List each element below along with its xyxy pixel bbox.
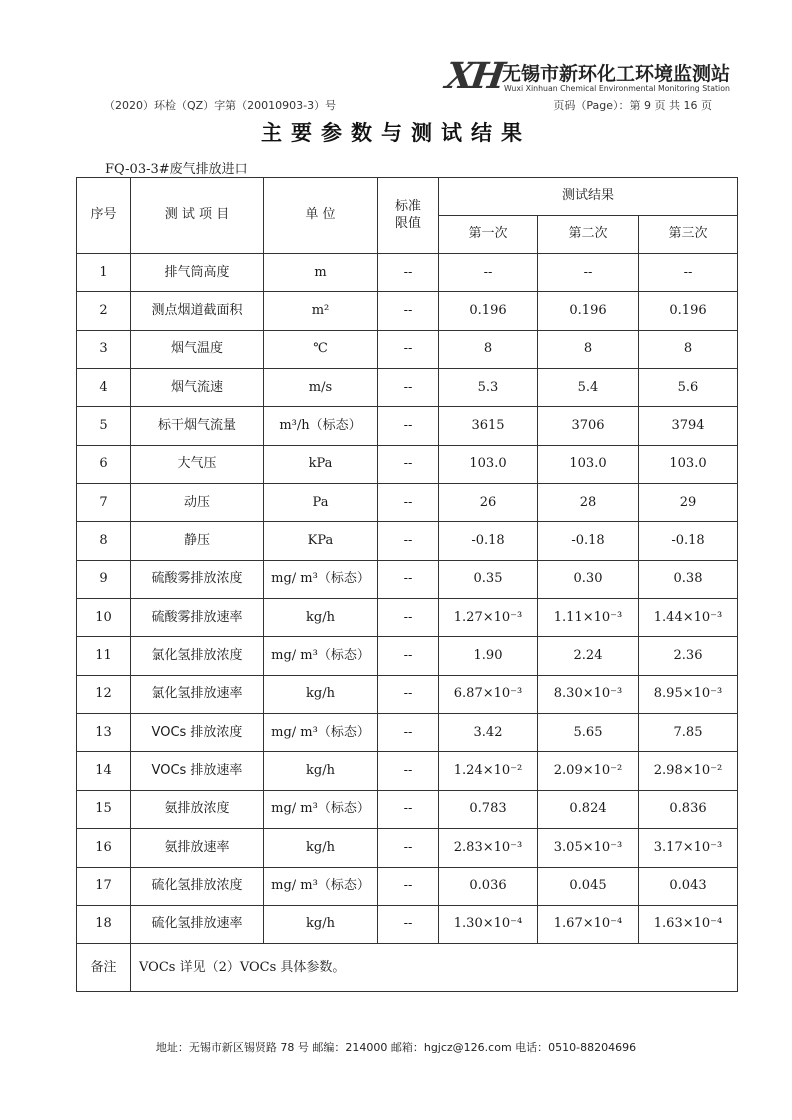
cell-item: 氨排放速率: [131, 829, 264, 867]
cell-unit: mg/ m³（标态）: [264, 867, 378, 905]
header-unit: 单 位: [264, 178, 378, 254]
logo-mark: XH: [443, 55, 505, 97]
table-row: [77, 599, 738, 637]
cell-run-2: 28: [538, 484, 639, 522]
cell-run-3: 2.36: [639, 637, 738, 675]
header-results: 测试结果: [439, 178, 738, 216]
cell-no: 6: [77, 445, 131, 483]
cell-no: 8: [77, 522, 131, 560]
cell-no: 2: [77, 292, 131, 330]
cell-run-1: 0.196: [439, 292, 538, 330]
cell-limit: --: [378, 867, 439, 905]
cell-no: 16: [77, 829, 131, 867]
cell-unit: kPa: [264, 445, 378, 483]
cell-run-2: 0.824: [538, 790, 639, 828]
cell-run-3: 3794: [639, 407, 738, 445]
cell-limit: --: [378, 752, 439, 790]
table-row: [77, 905, 738, 943]
cell-limit: --: [378, 560, 439, 598]
cell-item: 烟气流速: [131, 369, 264, 407]
cell-no: 5: [77, 407, 131, 445]
cell-run-1: 1.30×10⁻⁴: [439, 905, 538, 943]
cell-no: 11: [77, 637, 131, 675]
page-title: 主要参数与测试结果: [261, 121, 531, 145]
cell-run-3: 2.98×10⁻²: [639, 752, 738, 790]
cell-item: 测点烟道截面积: [131, 292, 264, 330]
cell-run-1: 3.42: [439, 714, 538, 752]
cell-unit: mg/ m³（标态）: [264, 714, 378, 752]
cell-unit: kg/h: [264, 675, 378, 713]
remark-label: 备注: [77, 944, 131, 992]
cell-run-3: 0.196: [639, 292, 738, 330]
cell-run-2: --: [538, 254, 639, 292]
cell-unit: ℃: [264, 330, 378, 368]
header-limit: 标准限值: [378, 178, 439, 254]
cell-item: 动压: [131, 484, 264, 522]
cell-unit: m: [264, 254, 378, 292]
cell-run-3: 0.38: [639, 560, 738, 598]
station-logo: [443, 55, 736, 99]
cell-unit: m/s: [264, 369, 378, 407]
cell-run-1: 0.35: [439, 560, 538, 598]
cell-run-1: --: [439, 254, 538, 292]
cell-item: 氯化氢排放浓度: [131, 637, 264, 675]
cell-run-3: 1.63×10⁻⁴: [639, 905, 738, 943]
cell-run-1: 0.036: [439, 867, 538, 905]
cell-limit: --: [378, 445, 439, 483]
cell-run-3: 1.44×10⁻³: [639, 599, 738, 637]
cell-run-2: 0.196: [538, 292, 639, 330]
cell-item: 大气压: [131, 445, 264, 483]
cell-unit: Pa: [264, 484, 378, 522]
cell-run-2: 5.4: [538, 369, 639, 407]
cell-item: 静压: [131, 522, 264, 560]
cell-limit: --: [378, 522, 439, 560]
cell-run-1: 6.87×10⁻³: [439, 675, 538, 713]
cell-run-1: -0.18: [439, 522, 538, 560]
table-row: [77, 790, 738, 828]
table-row: [77, 522, 738, 560]
cell-run-1: 5.3: [439, 369, 538, 407]
cell-run-2: 8.30×10⁻³: [538, 675, 639, 713]
header-item: 测 试 项 目: [131, 178, 264, 254]
header-run-1: 第一次: [439, 216, 538, 254]
cell-limit: --: [378, 714, 439, 752]
cell-no: 15: [77, 790, 131, 828]
cell-limit: --: [378, 637, 439, 675]
header-run-3: 第三次: [639, 216, 738, 254]
cell-run-1: 26: [439, 484, 538, 522]
page-number: 页码（Page）：第 9 页 共 16 页: [553, 99, 712, 112]
cell-run-2: 0.045: [538, 867, 639, 905]
cell-run-2: 103.0: [538, 445, 639, 483]
cell-run-3: 3.17×10⁻³: [639, 829, 738, 867]
results-table: [76, 177, 738, 992]
table-row: [77, 675, 738, 713]
table-caption: FQ-03-3#废气排放进口: [105, 162, 248, 177]
cell-unit: mg/ m³（标态）: [264, 637, 378, 675]
cell-run-1: 2.83×10⁻³: [439, 829, 538, 867]
cell-run-3: 0.043: [639, 867, 738, 905]
cell-limit: --: [378, 905, 439, 943]
cell-unit: KPa: [264, 522, 378, 560]
cell-no: 1: [77, 254, 131, 292]
cell-unit: mg/ m³（标态）: [264, 790, 378, 828]
cell-run-2: 1.11×10⁻³: [538, 599, 639, 637]
cell-run-2: 0.30: [538, 560, 639, 598]
table-row: [77, 330, 738, 368]
remark-row: [77, 944, 738, 992]
cell-item: 硫化氢排放浓度: [131, 867, 264, 905]
cell-run-2: 2.09×10⁻²: [538, 752, 639, 790]
table-row: [77, 445, 738, 483]
cell-run-2: 1.67×10⁻⁴: [538, 905, 639, 943]
cell-no: 4: [77, 369, 131, 407]
cell-item: 排气筒高度: [131, 254, 264, 292]
table-row: [77, 369, 738, 407]
cell-run-3: 103.0: [639, 445, 738, 483]
document-number: （2020）环检（QZ）字第（20010903-3）号: [104, 99, 337, 112]
cell-no: 17: [77, 867, 131, 905]
cell-item: 硫酸雾排放速率: [131, 599, 264, 637]
cell-no: 12: [77, 675, 131, 713]
cell-run-2: -0.18: [538, 522, 639, 560]
cell-no: 7: [77, 484, 131, 522]
table-row: [77, 637, 738, 675]
table-row: [77, 867, 738, 905]
cell-limit: --: [378, 330, 439, 368]
cell-run-3: 29: [639, 484, 738, 522]
table-header-row: [77, 178, 738, 216]
cell-limit: --: [378, 599, 439, 637]
station-name-cn: 无锡市新环化工环境监测站: [502, 63, 731, 85]
cell-unit: mg/ m³（标态）: [264, 560, 378, 598]
cell-run-3: 5.6: [639, 369, 738, 407]
cell-limit: --: [378, 369, 439, 407]
cell-item: 氨排放浓度: [131, 790, 264, 828]
cell-run-3: 7.85: [639, 714, 738, 752]
cell-run-1: 1.24×10⁻²: [439, 752, 538, 790]
cell-unit: m³/h（标态）: [264, 407, 378, 445]
cell-run-1: 3615: [439, 407, 538, 445]
cell-run-1: 103.0: [439, 445, 538, 483]
cell-run-2: 3.05×10⁻³: [538, 829, 639, 867]
cell-run-3: -0.18: [639, 522, 738, 560]
cell-run-1: 1.27×10⁻³: [439, 599, 538, 637]
cell-limit: --: [378, 484, 439, 522]
table-row: [77, 829, 738, 867]
table-row: [77, 714, 738, 752]
cell-no: 13: [77, 714, 131, 752]
table-row: [77, 752, 738, 790]
cell-run-1: 0.783: [439, 790, 538, 828]
table-row: [77, 560, 738, 598]
cell-run-3: 8: [639, 330, 738, 368]
cell-item: VOCs 排放速率: [131, 752, 264, 790]
header-no: 序号: [77, 178, 131, 254]
cell-no: 14: [77, 752, 131, 790]
station-name-en: Wuxi Xinhuan Chemical Environmental Monitoring Station: [504, 84, 730, 93]
table-row: [77, 292, 738, 330]
cell-run-3: --: [639, 254, 738, 292]
cell-limit: --: [378, 254, 439, 292]
table-row: [77, 254, 738, 292]
cell-run-1: 8: [439, 330, 538, 368]
cell-run-2: 8: [538, 330, 639, 368]
cell-item: 氯化氢排放速率: [131, 675, 264, 713]
remark-text: VOCs 详见（2）VOCs 具体参数。: [131, 944, 738, 992]
cell-item: 硫化氢排放速率: [131, 905, 264, 943]
cell-unit: m²: [264, 292, 378, 330]
cell-no: 9: [77, 560, 131, 598]
table-row: [77, 484, 738, 522]
cell-item: 标干烟气流量: [131, 407, 264, 445]
cell-run-1: 1.90: [439, 637, 538, 675]
cell-item: 硫酸雾排放浓度: [131, 560, 264, 598]
cell-run-2: 3706: [538, 407, 639, 445]
cell-run-2: 2.24: [538, 637, 639, 675]
cell-limit: --: [378, 790, 439, 828]
cell-no: 10: [77, 599, 131, 637]
cell-unit: kg/h: [264, 829, 378, 867]
cell-item: VOCs 排放浓度: [131, 714, 264, 752]
header-run-2: 第二次: [538, 216, 639, 254]
page-footer: 地址：无锡市新区锡贤路 78 号 邮编：214000 邮箱：hgjcz@126.com 电话：0510-88204696: [155, 1041, 637, 1054]
cell-unit: kg/h: [264, 752, 378, 790]
cell-run-3: 0.836: [639, 790, 738, 828]
cell-limit: --: [378, 675, 439, 713]
cell-unit: kg/h: [264, 599, 378, 637]
cell-item: 烟气温度: [131, 330, 264, 368]
cell-run-3: 8.95×10⁻³: [639, 675, 738, 713]
cell-limit: --: [378, 292, 439, 330]
cell-no: 18: [77, 905, 131, 943]
cell-run-2: 5.65: [538, 714, 639, 752]
table-row: [77, 407, 738, 445]
cell-limit: --: [378, 829, 439, 867]
cell-limit: --: [378, 407, 439, 445]
cell-unit: kg/h: [264, 905, 378, 943]
cell-no: 3: [77, 330, 131, 368]
